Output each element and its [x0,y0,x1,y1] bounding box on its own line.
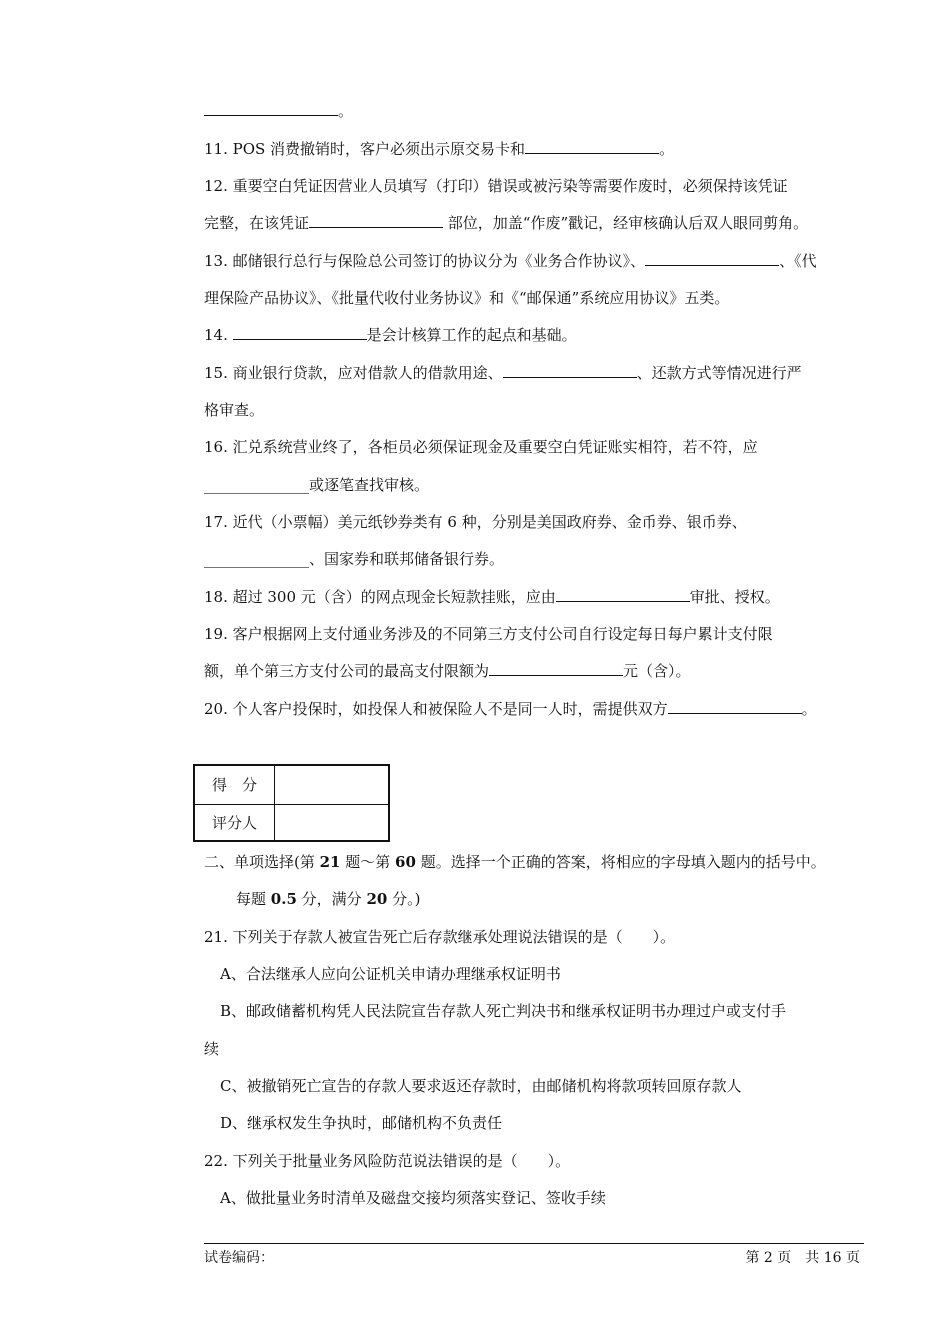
exam-code-label: 试卷编码： [204,1250,274,1266]
question-14: 14. 是会计核算工作的起点和基础。 [204,326,577,344]
question-19-line1: 19. 客户根据网上支付通业务涉及的不同第三方支付公司自行设定每日每户累计支付限 [204,625,773,643]
question-21-option-b-line1: B、邮政储蓄机构凭人民法院宣告存款人死亡判决书和继承权证明书办理过户或支付手 [220,1002,787,1020]
score-label: 得 分 [195,766,275,804]
answer-blank [503,363,637,378]
page-number: 第 2 页 共 16 页 [745,1250,860,1266]
footer-divider [204,1243,864,1244]
question-16-line1: 16. 汇兑系统营业终了，各柜员必须保证现金及重要空白凭证账实相符，若不符，应 [204,438,758,456]
question-12-line2: 完整，在该凭证 部位，加盖“作废”戳记，经审核确认后双人眼同剪角。 [204,214,809,232]
question-21-stem: 21. 下列关于存款人被宣告死亡后存款继承处理说法错误的是（ ）。 [204,928,676,946]
question-12-line1: 12. 重要空白凭证因营业人员填写（打印）错误或被污染等需要作废时，必须保持该凭证 [204,177,788,195]
section-2-heading: 二、单项选择(第 21 题～第 60 题。选择一个正确的答案，将相应的字母填入题内的括号中。 [204,853,826,871]
question-11: 11. POS 消费撤销时，客户必须出示原交易卡和 。 [204,140,675,158]
answer-blank [668,699,802,714]
section-2-scoring-note: 每题 0.5 分，满分 20 分。) [236,890,421,908]
answer-blank [489,661,623,676]
question-17-line1: 17. 近代（小票幅）美元纸钞券类有 6 种，分别是美国政府券、金币券、银币券、 [204,513,747,531]
grader-row [195,804,388,842]
score-row [195,766,388,805]
question-15-line1: 15. 商业银行贷款，应对借款人的借款用途、 、还款方式等情况进行严 [204,364,802,382]
answer-blank: ______________ [204,476,309,494]
question-15-line2: 格审查。 [204,401,265,419]
answer-blank [233,325,367,340]
line-10-continuation: 。 [204,101,353,121]
question-21-option-c: C、被撤销死亡宣告的存款人要求返还存款时，由邮储机构将款项转回原存款人 [220,1077,742,1095]
question-13-line1: 13. 邮储银行总行与保险总公司签订的协议分为《业务合作协议》、 、《代 [204,252,817,270]
answer-blank [204,101,338,116]
question-19-line2: 额，单个第三方支付公司的最高支付限额为 元（含）。 [204,662,691,680]
answer-blank [645,251,779,266]
score-table [193,764,390,842]
question-16-line2: ______________或逐笔查找审核。 [204,476,430,494]
question-17-line2: ______________、国家券和联邦储备银行券。 [204,550,505,568]
question-18: 18. 超过 300 元（含）的网点现金长短款挂账，应由 审批、授权。 [204,588,780,606]
question-22-option-a: A、做批量业务时清单及磁盘交接均须落实登记、签收手续 [220,1189,606,1207]
grader-value-cell[interactable] [275,804,388,842]
question-21-option-b-line2: 续 [204,1040,220,1058]
answer-blank: ______________ [204,550,309,568]
question-20: 20. 个人客户投保时，如投保人和被保险人不是同一人时，需提供双方 。 [204,700,817,718]
answer-blank [309,213,443,228]
question-22-stem: 22. 下列关于批量业务风险防范说法错误的是（ ）。 [204,1152,571,1170]
answer-blank [525,139,659,154]
question-21-option-a: A、合法继承人应向公证机关申请办理继承权证明书 [220,965,561,983]
question-21-option-d: D、继承权发生争执时，邮储机构不负责任 [220,1114,503,1132]
score-value-cell[interactable] [275,766,388,804]
question-13-line2: 理保险产品协议》、《批量代收付业务协议》和《“邮保通”系统应用协议》五类。 [204,289,730,307]
answer-blank [556,587,690,602]
grader-label: 评分人 [195,804,275,842]
